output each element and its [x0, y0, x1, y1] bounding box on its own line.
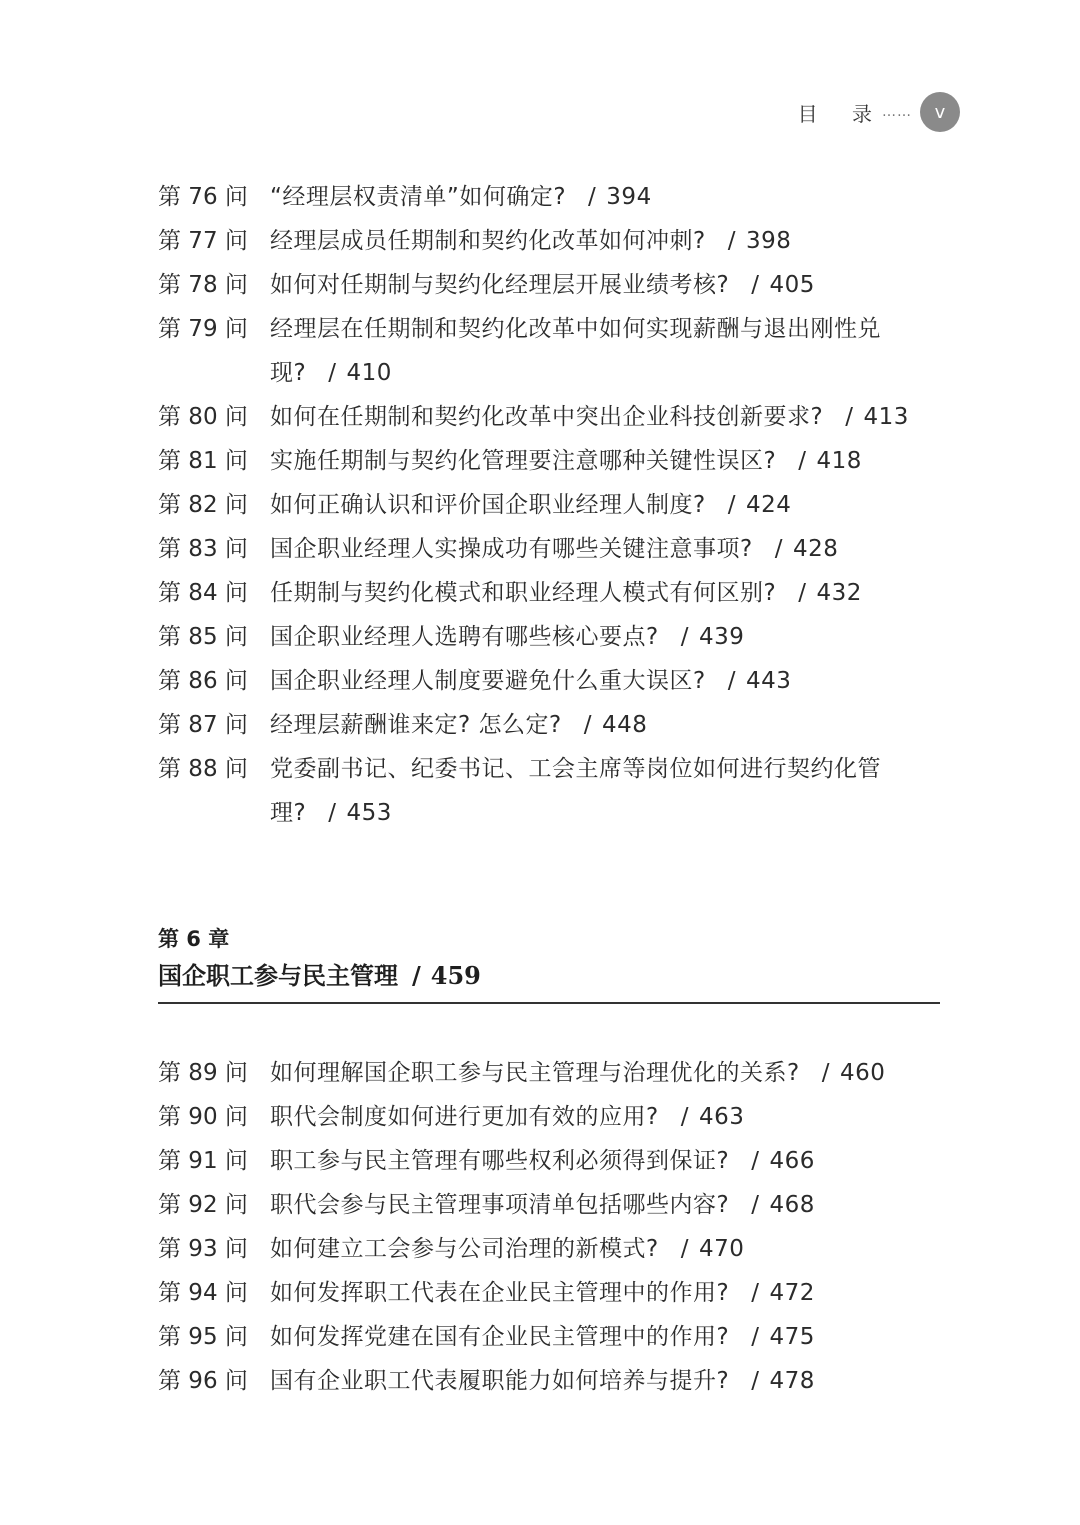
- toc-entry-text: [270, 571, 940, 615]
- toc-question-number: 第 95 问: [158, 1324, 248, 1350]
- toc-question-number: 第 92 问: [158, 1192, 248, 1218]
- chapter-heading: [158, 922, 940, 1004]
- toc-entry-text: [270, 1359, 940, 1403]
- toc-question-number: 第 80 问: [158, 404, 248, 430]
- toc-page-number: 448: [601, 712, 648, 738]
- toc-separator: /: [680, 1236, 689, 1262]
- toc-page-number: 405: [769, 272, 815, 298]
- toc-separator: /: [751, 1368, 760, 1394]
- toc-entry[interactable]: [158, 615, 940, 659]
- toc-question-text: 实施任期制与契约化管理要注意哪种关键性误区?: [270, 448, 777, 474]
- toc-entry-text: [270, 747, 940, 835]
- toc-entry[interactable]: [158, 1183, 940, 1227]
- toc-separator: /: [680, 1104, 689, 1130]
- toc-question-number: 第 94 问: [158, 1280, 248, 1306]
- toc-question-number: 第 83 问: [158, 536, 248, 562]
- toc-entry-text: [270, 395, 940, 439]
- toc-question-text: 如何发挥职工代表在企业民主管理中的作用?: [270, 1280, 730, 1306]
- toc-entry[interactable]: [158, 263, 940, 307]
- toc-question-text: 经理层成员任期制和契约化改革如何冲刺?: [270, 228, 706, 254]
- toc-question-number: 第 78 问: [158, 272, 248, 298]
- toc-question-number: 第 86 问: [158, 668, 248, 694]
- toc-question-text: 职代会制度如何进行更加有效的应用?: [270, 1104, 659, 1130]
- toc-question-text: 国企职业经理人实操成功有哪些关键注意事项?: [270, 536, 753, 562]
- toc-entry[interactable]: [158, 483, 940, 527]
- toc-separator: /: [751, 272, 760, 298]
- toc-page-number: 478: [769, 1368, 815, 1394]
- toc-page-number: 439: [698, 624, 745, 650]
- toc-question-number: 第 77 问: [158, 228, 248, 254]
- toc-page-number: 460: [839, 1060, 886, 1086]
- toc-entry-text: [270, 483, 940, 527]
- toc-question-number: 第 85 问: [158, 624, 248, 650]
- toc-question-text: 职代会参与民主管理事项清单包括哪些内容?: [270, 1192, 730, 1218]
- toc-entry[interactable]: [158, 219, 940, 263]
- toc-entry[interactable]: [158, 439, 940, 483]
- toc-entry[interactable]: [158, 395, 940, 439]
- toc-separator: /: [328, 360, 337, 386]
- toc-separator: /: [727, 668, 736, 694]
- toc-entry[interactable]: [158, 1139, 940, 1183]
- chapter-title-line[interactable]: [158, 956, 940, 1004]
- toc-separator: /: [798, 448, 807, 474]
- toc-page-number: 418: [816, 448, 862, 474]
- toc-entry-text: [270, 1271, 940, 1315]
- toc-entry[interactable]: [158, 659, 940, 703]
- toc-entry[interactable]: [158, 1271, 940, 1315]
- toc-question-text: 如何正确认识和评价国企职业经理人制度?: [270, 492, 706, 518]
- chapter-page-number: 459: [430, 961, 481, 990]
- toc-page-number: 463: [698, 1104, 745, 1130]
- toc-separator: /: [583, 712, 592, 738]
- toc-entry-text: [270, 1051, 940, 1095]
- toc-page-number: 466: [769, 1148, 815, 1174]
- toc-entry-text: [270, 1095, 940, 1139]
- toc-entry[interactable]: [158, 527, 940, 571]
- toc-question-number: 第 89 问: [158, 1060, 248, 1086]
- toc-question-text: 国企职业经理人制度要避免什么重大误区?: [270, 668, 706, 694]
- toc-entry-text: [270, 659, 940, 703]
- toc-separator: /: [588, 184, 597, 210]
- toc-question-number: 第 88 问: [158, 756, 248, 782]
- toc-question-number: 第 82 问: [158, 492, 248, 518]
- toc-page-number: 472: [769, 1280, 815, 1306]
- chapter-label: 第 6 章: [158, 927, 230, 951]
- toc-question-text: 如何理解国企职工参与民主管理与治理优化的关系?: [270, 1060, 800, 1086]
- toc-question-text: 如何对任期制与契约化经理层开展业绩考核?: [270, 272, 730, 298]
- toc-entry-text: [270, 219, 940, 263]
- chapter-title: 国企职工参与民主管理: [158, 961, 398, 990]
- header-dots: ……: [882, 104, 912, 120]
- toc-question-text: 如何建立工会参与公司治理的新模式?: [270, 1236, 659, 1262]
- toc-question-text: “经理层权责清单”如何确定?: [270, 184, 567, 210]
- toc-page-number: 428: [792, 536, 839, 562]
- toc-list-top: [158, 175, 940, 835]
- page-number-badge: v: [920, 92, 960, 132]
- toc-page-number: 424: [745, 492, 792, 518]
- toc-entry[interactable]: [158, 175, 940, 219]
- toc-page-number: 443: [745, 668, 792, 694]
- toc-page-number: 453: [346, 800, 392, 826]
- toc-page-number: 394: [606, 184, 652, 210]
- toc-page-number: 470: [698, 1236, 745, 1262]
- toc-question-text: 如何在任期制和契约化改革中突出企业科技创新要求?: [270, 404, 824, 430]
- toc-question-text: 如何发挥党建在国有企业民主管理中的作用?: [270, 1324, 730, 1350]
- toc-entry[interactable]: [158, 747, 940, 835]
- toc-separator: /: [821, 1060, 830, 1086]
- toc-entry-text: [270, 263, 940, 307]
- toc-question-number: 第 90 问: [158, 1104, 248, 1130]
- toc-question-number: 第 91 问: [158, 1148, 248, 1174]
- toc-separator: /: [845, 404, 854, 430]
- toc-question-text: 党委副书记、纪委书记、工会主席等岗位如何进行契约化管理?: [270, 756, 881, 826]
- toc-question-number: 第 79 问: [158, 316, 248, 342]
- toc-separator: /: [774, 536, 783, 562]
- toc-separator: /: [751, 1192, 760, 1218]
- toc-entry[interactable]: [158, 1315, 940, 1359]
- toc-entry-text: [270, 1183, 940, 1227]
- toc-page-number: 413: [863, 404, 909, 430]
- toc-entry-text: [270, 1315, 940, 1359]
- toc-page-number: 410: [346, 360, 392, 386]
- toc-question-text: 经理层在任期制和契约化改革中如何实现薪酬与退出刚性兑现?: [270, 316, 881, 386]
- toc-question-text: 国企职业经理人选聘有哪些核心要点?: [270, 624, 659, 650]
- toc-entry-text: [270, 527, 940, 571]
- toc-entry[interactable]: [158, 1095, 940, 1139]
- toc-entry[interactable]: [158, 571, 940, 615]
- toc-question-number: 第 76 问: [158, 184, 248, 210]
- toc-separator: /: [751, 1280, 760, 1306]
- toc-entry[interactable]: [158, 1227, 940, 1271]
- toc-entry[interactable]: [158, 1359, 940, 1403]
- toc-separator: /: [328, 800, 337, 826]
- toc-question-number: 第 93 问: [158, 1236, 248, 1262]
- running-header: [798, 92, 960, 132]
- toc-separator: /: [727, 492, 736, 518]
- toc-entry-text: [270, 175, 940, 219]
- toc-separator: /: [751, 1324, 760, 1350]
- chapter-separator: /: [412, 961, 421, 990]
- toc-separator: /: [751, 1148, 760, 1174]
- toc-entry[interactable]: [158, 307, 940, 395]
- toc-separator: /: [798, 580, 807, 606]
- toc-question-number: 第 96 问: [158, 1368, 248, 1394]
- toc-entry-text: [270, 1139, 940, 1183]
- toc-page-number: 475: [769, 1324, 815, 1350]
- toc-question-text: 任期制与契约化模式和职业经理人模式有何区别?: [270, 580, 777, 606]
- toc-entry-text: [270, 703, 940, 747]
- toc-separator: /: [680, 624, 689, 650]
- toc-list-bottom: [158, 1051, 940, 1403]
- toc-question-text: 职工参与民主管理有哪些权利必须得到保证?: [270, 1148, 730, 1174]
- toc-entry[interactable]: [158, 1051, 940, 1095]
- toc-page-number: 398: [745, 228, 792, 254]
- toc-page-number: 432: [816, 580, 862, 606]
- toc-question-number: 第 81 问: [158, 448, 248, 474]
- toc-entry-text: [270, 439, 940, 483]
- toc-question-number: 第 87 问: [158, 712, 248, 738]
- toc-question-text: 经理层薪酬谁来定? 怎么定?: [270, 712, 562, 738]
- toc-entry-text: [270, 1227, 940, 1271]
- header-title: 目 录: [797, 101, 886, 126]
- toc-question-number: 第 84 问: [158, 580, 248, 606]
- toc-entry-text: [270, 307, 940, 395]
- toc-page-number: 468: [769, 1192, 815, 1218]
- toc-separator: /: [727, 228, 736, 254]
- toc-entry-text: [270, 615, 940, 659]
- toc-entry[interactable]: [158, 703, 940, 747]
- toc-question-text: 国有企业职工代表履职能力如何培养与提升?: [270, 1368, 730, 1394]
